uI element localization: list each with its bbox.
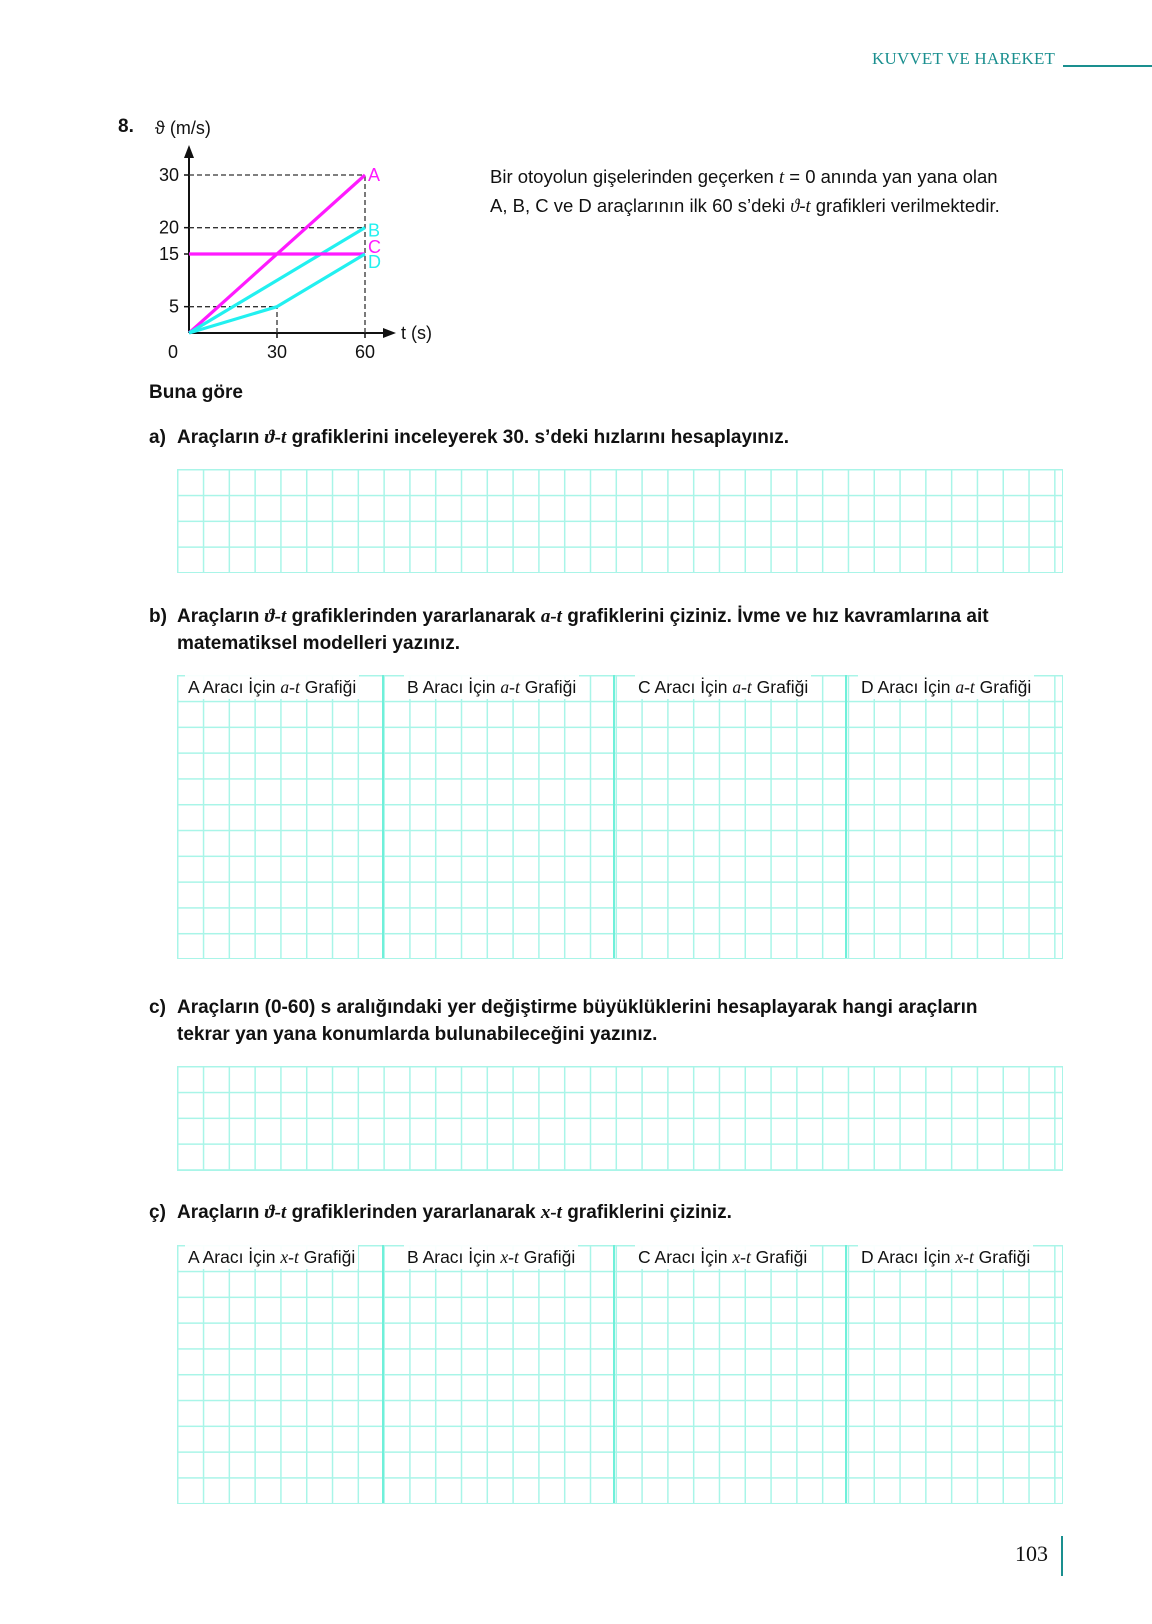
question-intro: Bir otoyolun gişelerinden geçerken t = 0 anında yan yana olan A, B, C ve D araçlarının ilk 60 s’deki ϑ-t grafikleri verilmektedir. — [490, 166, 1000, 217]
panel-label-a-at: A Aracı İçin a-t Grafiği — [185, 675, 359, 699]
panel-divider — [613, 675, 615, 958]
panel-label-a-xt: A Aracı İçin x-t Grafiği — [185, 1245, 358, 1269]
series-label-a: A — [368, 165, 381, 185]
panel-label-c-xt: C Aracı İçin x-t Grafiği — [635, 1245, 810, 1269]
part-cc-prompt: ç) Araçların ϑ-t grafiklerinden yararlanarak x-t grafiklerini çiziniz. — [149, 1202, 732, 1223]
chart-series — [189, 165, 381, 333]
part-c-prompt: c) Araçların (0-60) s aralığındaki yer değiştirme büyüklüklerini hesaplayarak hangi araçların tekrar yan yana konumlarda bulunabileceğini yazınız. — [149, 997, 978, 1045]
velocity-time-chart — [140, 110, 460, 370]
svg-text:20: 20 — [158, 217, 179, 238]
lead-text: Buna göre — [149, 382, 243, 403]
part-cc-answer-grid[interactable] — [177, 1245, 1063, 1504]
part-a-answer-grid[interactable] — [177, 469, 1063, 573]
question-number: 8. — [118, 116, 134, 137]
chapter-title: KUVVET VE HAREKET — [872, 49, 1056, 68]
page-number-rule — [1061, 1536, 1063, 1576]
panel-divider — [845, 675, 847, 958]
x-axis-arrow-icon — [383, 328, 396, 338]
part-b-prompt: b) Araçların ϑ-t grafiklerinden yararlanarak a-t grafiklerini çiziniz. İvme ve hız kavramlarına ait matematiksel modelleri yazınız. — [149, 606, 989, 654]
series-label-d: D — [368, 252, 381, 272]
panel-label-b-xt: B Aracı İçin x-t Grafiği — [404, 1245, 578, 1269]
svg-text:30: 30 — [158, 165, 179, 185]
page-number: 103 — [1015, 1541, 1048, 1566]
y-axis-label: ϑ (m/s) — [155, 118, 211, 138]
panel-divider — [382, 1245, 384, 1503]
part-a-prompt: a) Araçların ϑ-t grafiklerini inceleyerek 30. s’deki hızlarını hesaplayınız. — [149, 427, 789, 448]
series-label-b: B — [368, 220, 381, 241]
svg-text:5: 5 — [168, 296, 179, 317]
y-axis-arrow-icon — [184, 145, 194, 158]
part-b-answer-grid[interactable] — [177, 675, 1063, 959]
svg-text:15: 15 — [158, 244, 179, 264]
series-label-c: C — [368, 237, 381, 257]
panel-label-b-at: B Aracı İçin a-t Grafiği — [404, 675, 579, 699]
panel-divider — [845, 1245, 847, 1503]
svg-text:0: 0 — [167, 342, 179, 362]
panel-divider — [382, 675, 384, 958]
svg-text:30: 30 — [266, 342, 288, 362]
x-axis-label: t (s) — [401, 323, 432, 343]
panel-divider — [613, 1245, 615, 1503]
svg-text:60: 60 — [354, 342, 376, 362]
panel-label-c-at: C Aracı İçin a-t Grafiği — [635, 675, 811, 699]
panel-label-d-xt: D Aracı İçin x-t Grafiği — [858, 1245, 1033, 1269]
series-line-b — [189, 228, 365, 333]
panel-label-d-at: D Aracı İçin a-t Grafiği — [858, 675, 1034, 699]
part-c-answer-grid[interactable] — [177, 1066, 1063, 1171]
header-rule — [1063, 65, 1152, 67]
